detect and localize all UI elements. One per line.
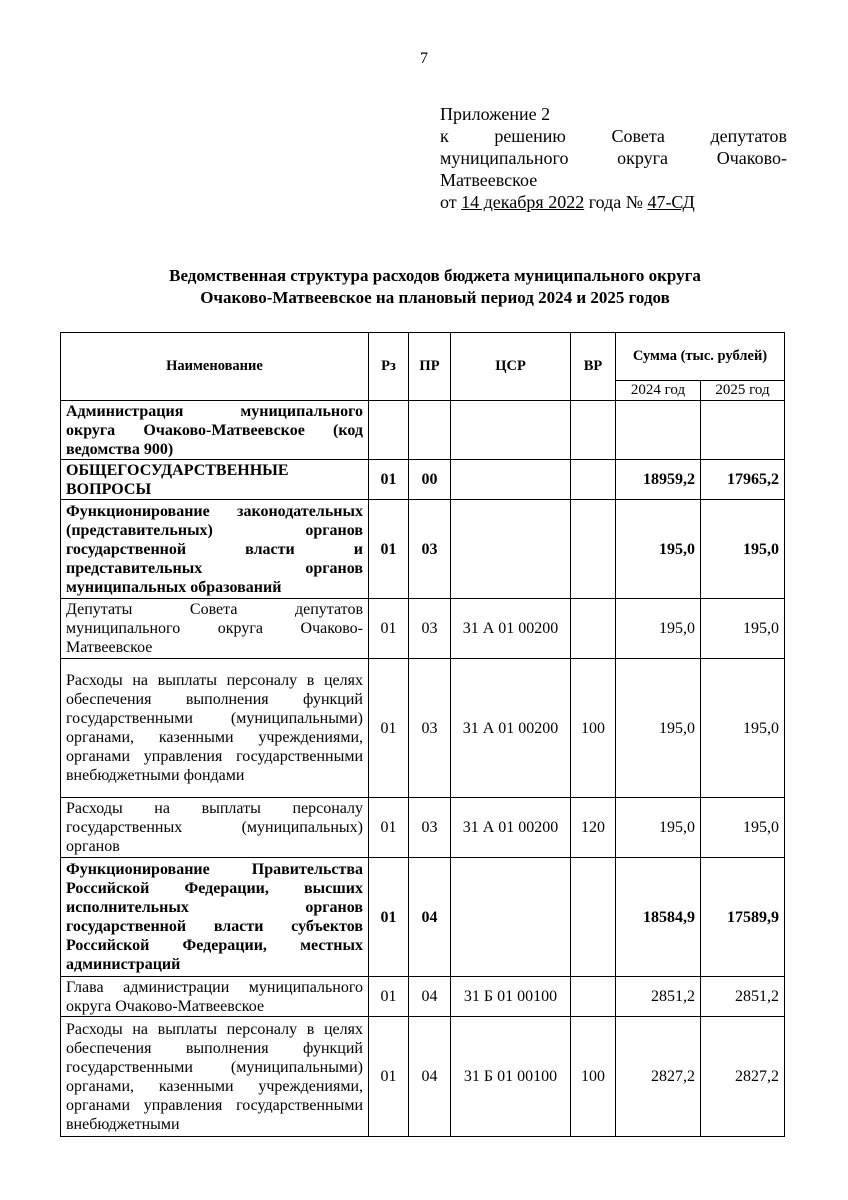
row-vr: 100 [571,659,616,798]
appendix-line-3: муниципального округа Очаково- [440,148,787,168]
row-sum-2025: 2827,2 [701,1017,785,1137]
row-name: Расходы на выплаты персоналу в целях обеспечения выполнения функций государственными (муниципальными) органами, казенными учреждениями, органами управления государственными внебюджетными фондами [61,659,369,798]
appendix-line-1: Приложение 2 [440,104,551,124]
row-sum-2025: 195,0 [701,500,785,599]
header-csr: ЦСР [451,333,571,401]
table-row [61,858,785,977]
row-sum-2025: 17589,9 [701,858,785,977]
row-pr: 03 [409,599,451,659]
table-row [61,500,785,599]
title-line-1: Ведомственная структура расходов бюджета муниципального округа [169,266,701,285]
row-csr: 31 А 01 00200 [451,659,571,798]
row-rz: 01 [369,798,409,858]
row-sum-2024: 2851,2 [616,977,701,1017]
row-name: Расходы на выплаты персоналу в целях обеспечения выполнения функций государственными (муниципальными) органами, казенными учреждениями, органами управления государственными внебюджетными [61,1017,369,1137]
title-line-2: Очаково-Матвеевское на плановый период 2024 и 2025 годов [200,288,670,307]
row-sum-2024: 18959,2 [616,460,701,500]
row-sum-2025 [701,401,785,460]
table-row [61,599,785,659]
row-csr: 31 Б 01 00100 [451,1017,571,1137]
row-sum-2024: 2827,2 [616,1017,701,1137]
appendix-block [440,103,787,213]
row-name: Администрация муниципального округа Очаково-Матвеевское (код ведомства 900) [61,401,369,460]
row-vr [571,858,616,977]
row-name: Расходы на выплаты персоналу государственных (муниципальных) органов [61,798,369,858]
row-sum-2025: 195,0 [701,659,785,798]
document-title [60,265,810,309]
row-vr: 120 [571,798,616,858]
row-csr: 31 А 01 00200 [451,599,571,659]
row-pr: 03 [409,798,451,858]
row-rz: 01 [369,977,409,1017]
row-pr: 04 [409,858,451,977]
decision-number: 47-СД [647,192,695,212]
row-name: Депутаты Совета депутатов муниципального округа Очаково-Матвеевское [61,599,369,659]
appendix-date-line [440,191,787,213]
date-prefix: от [440,192,462,212]
row-rz: 01 [369,858,409,977]
header-year-2024: 2024 год [616,381,701,401]
table-row [61,1017,785,1137]
row-name: Функционирование законодательных (представительных) органов государственной власти и представительных органов муниципальных образований [61,500,369,599]
row-rz: 01 [369,659,409,798]
row-pr: 04 [409,977,451,1017]
table-row [61,659,785,798]
row-csr: 31 А 01 00200 [451,798,571,858]
row-sum-2024 [616,401,701,460]
appendix-line-2: к решению Совета депутатов [440,126,787,146]
row-sum-2025: 2851,2 [701,977,785,1017]
row-sum-2024: 195,0 [616,599,701,659]
header-name: Наименование [61,333,369,401]
date-middle: года № [584,192,648,212]
row-csr [451,401,571,460]
table-row [61,460,785,500]
row-pr: 03 [409,659,451,798]
row-pr [409,401,451,460]
header-vr: ВР [571,333,616,401]
row-name: Глава администрации муниципального округа Очаково-Матвеевское [61,977,369,1017]
row-vr [571,500,616,599]
header-rz: Рз [369,333,409,401]
row-name: Функционирование Правительства Российской Федерации, высших исполнительных органов государственной власти субъектов Российской Федерации, местных администраций [61,858,369,977]
row-sum-2024: 18584,9 [616,858,701,977]
budget-table [60,332,785,1137]
row-vr [571,599,616,659]
row-sum-2024: 195,0 [616,798,701,858]
row-sum-2025: 195,0 [701,798,785,858]
page-number: 7 [420,50,428,67]
header-sum: Сумма (тыс. рублей) [616,333,785,381]
row-name: ОБЩЕГОСУДАРСТВЕННЫЕ ВОПРОСЫ [61,460,369,500]
row-csr [451,460,571,500]
table-row [61,798,785,858]
row-csr: 31 Б 01 00100 [451,977,571,1017]
row-rz [369,401,409,460]
row-pr: 00 [409,460,451,500]
row-csr [451,500,571,599]
row-sum-2024: 195,0 [616,500,701,599]
decision-date: 14 декабря 2022 [461,192,585,212]
row-rz: 01 [369,1017,409,1137]
table-row [61,977,785,1017]
row-vr: 100 [571,1017,616,1137]
row-sum-2025: 195,0 [701,599,785,659]
row-vr [571,977,616,1017]
row-rz: 01 [369,460,409,500]
row-vr [571,401,616,460]
row-rz: 01 [369,599,409,659]
appendix-line-4: Матвеевское [440,170,538,190]
row-pr: 04 [409,1017,451,1137]
row-vr [571,460,616,500]
row-sum-2025: 17965,2 [701,460,785,500]
row-csr [451,858,571,977]
header-pr: ПР [409,333,451,401]
table-row [61,401,785,460]
row-rz: 01 [369,500,409,599]
row-sum-2024: 195,0 [616,659,701,798]
row-pr: 03 [409,500,451,599]
header-year-2025: 2025 год [701,381,785,401]
